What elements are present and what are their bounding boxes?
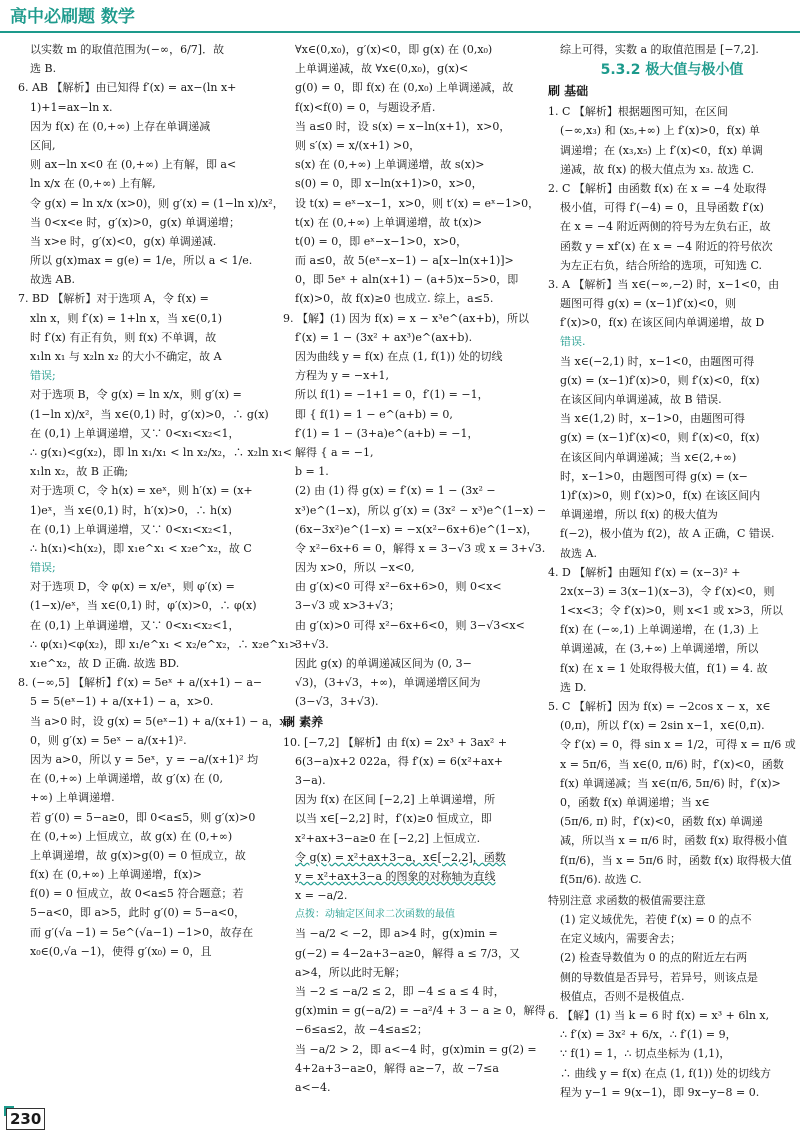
solution-line: 设 t(x) = eˣ−x−1，x>0，则 t′(x) = eˣ−1>0， <box>295 196 540 210</box>
solution-line: 因为 f(x) 在 (0,+∞) 上存在单调递减 <box>30 119 211 133</box>
solution-line: f′(x) = 1 − (3x² + ax³)e^(ax+b). <box>295 330 473 344</box>
solution-line: 在 (0,1) 上单调递增，又∵ 0<x₁<x₂<1， <box>30 426 240 440</box>
solution-line: 减，所以当 x = π/6 时，函数 f(x) 取得极小值 <box>560 834 788 848</box>
question-line: 1. C 【解析】根据题图可知，在区间 <box>548 105 728 119</box>
solution-line: f(x) 单调递减；当 x∈(π/6, 5π/6) 时，f′(x)> <box>560 776 781 790</box>
solution-line: 令 g(x) = ln x/x (x>0)，则 g′(x) = (1−ln x)/x²， <box>30 196 284 210</box>
solution-line: 0，则 g′(x) = 5eˣ − a/(x+1)². <box>30 733 187 747</box>
solution-line: 在 x = −4 附近两侧的符号为左负右正，故 <box>560 220 771 234</box>
solution-line: 0，函数 f(x) 单调递增；当 x∈ <box>560 795 710 809</box>
subsection-heading: 刷 基础 <box>548 84 589 99</box>
solution-line: 以实数 m 的取值范围为(−∞，6/7]．故 <box>30 43 225 56</box>
solution-line: g(x)min = g(−a/2) = −a²/4 + 3 − a ≥ 0，解得 <box>295 1004 546 1018</box>
solution-line: 1)eˣ，当 x∈(0,1) 时，h′(x)>0，∴ h(x) <box>30 503 232 517</box>
subsection-heading: 刷 素养 <box>283 714 324 729</box>
question-line: 10. [−7,2] 【解析】由 f(x) = 2x³ + 3ax² + <box>283 735 508 749</box>
solution-line: (1) 定义域优先，若使 f′(x) = 0 的点不 <box>560 913 752 927</box>
solution-line: 当 a≤0 时，设 s(x) = x−ln(x+1)，x>0， <box>295 119 511 133</box>
solution-line: (1−x)/eˣ，当 x∈(0,1) 时，φ′(x)>0，∴ φ(x) <box>30 599 257 613</box>
solution-line: 为左正右负，结合所给的选项，可知选 C. <box>560 258 763 272</box>
solution-line: 在该区间内单调递减，故 B 错误. <box>560 393 722 406</box>
solution-line: 因为 a>0，所以 y = 5eˣ，y = −a/(x+1)² 均 <box>30 752 259 766</box>
solution-line: s(0) = 0，即 x−ln(x+1)>0，x>0， <box>295 177 483 191</box>
solution-line: f(x) 在 x = 1 处取得极大值，f(1) = 4. 故 <box>560 661 768 675</box>
solution-line: 侧的导数值是否异号，若异号，则该点是 <box>560 970 758 984</box>
solution-line: g(0) = 0，即 f(x) 在 (0,x₀) 上单调递减，故 <box>295 81 514 95</box>
solution-line: 错误; <box>30 369 56 383</box>
solution-line: 而 a≤0，故 5(eˣ−x−1) − a[x−ln(x+1)]> <box>295 254 514 268</box>
solution-line: 单调递增，所以 f(x) 的极大值为 <box>560 508 718 522</box>
column-right <box>548 40 796 1102</box>
solution-line: y = x²+ax+3−a 的图象的对称轴为直线 <box>295 869 496 883</box>
solution-line: s(x) 在 (0,+∞) 上单调递增，故 s(x)> <box>295 158 485 172</box>
solution-line: 在 (0,1) 上单调递增，又∵ 0<x₁<x₂<1， <box>30 522 240 536</box>
solution-line: (−∞,x₃) 和 (x₅,+∞) 上 f′(x)>0，f(x) 单 <box>560 124 761 138</box>
solution-line: 调递增；在 (x₃,x₅) 上 f′(x)<0，f(x) 单调 <box>560 143 763 157</box>
header-rule <box>0 31 800 33</box>
solution-line: 由 g′(x)<0 可得 x²−6x+6>0，则 0<x< <box>295 580 502 594</box>
page-number-corner <box>4 1106 14 1116</box>
solution-line: 上单调递减，故 ∀x∈(0,x₀)，g(x)< <box>295 62 469 76</box>
solution-line: f′(x)>0，f(x) 在该区间内单调递增，故 D <box>560 316 765 330</box>
solution-line: 故选 AB. <box>30 273 76 287</box>
solution-line: f(x) 在 (0,+∞) 上单调递增，f(x)> <box>30 868 202 882</box>
column-left <box>18 40 299 961</box>
solution-line: (5π/6, π) 时，f′(x)<0，函数 f(x) 单调递 <box>560 815 763 829</box>
solution-line: 5 = 5(eˣ−1) + a/(x+1) − a，x>0. <box>30 695 214 709</box>
solution-line: b = 1. <box>295 465 329 479</box>
solution-line: 选 B. <box>30 62 57 76</box>
page-number-text: 230 <box>10 1110 42 1128</box>
solution-line: (3−√3，3+√3). <box>295 695 379 709</box>
solution-line: (0,π)，所以 f′(x) = 2sin x−1，x∈(0,π). <box>560 719 765 733</box>
solution-line: ∀x∈(0,x₀)，g′(x)<0，即 g(x) 在 (0,x₀) <box>295 43 493 56</box>
question-line: 3. A 【解析】当 x∈(−∞,−2) 时，x−1<0，由 <box>548 277 780 291</box>
solution-line: 3−a). <box>295 773 326 787</box>
solution-line: 令 x²−6x+6 = 0，解得 x = 3−√3 或 x = 3+√3. <box>295 541 546 555</box>
solution-line: 区间, <box>30 138 56 152</box>
solution-line: 故选 A. <box>560 546 597 560</box>
solution-line: 因为 x>0，所以 −x<0, <box>295 561 415 575</box>
solution-line: 在 (0,+∞) 上单调递增，故 g′(x) 在 (0, <box>30 772 224 786</box>
solution-line: 上单调递增，故 g(x)>g(0) = 0 恒成立，故 <box>30 848 246 862</box>
solution-line: 题图可得 g(x) = (x−1)f′(x)<0，则 <box>560 297 737 311</box>
solution-line: 6(3−a)x+2 022a，得 f′(x) = 6(x²+ax+ <box>295 754 503 768</box>
solution-line: 1)f′(x)>0，则 f′(x)>0，f(x) 在该区间内 <box>560 488 761 502</box>
solution-line: x₁ln x₁ 与 x₂ln x₂ 的大小不确定，故 A <box>30 350 222 363</box>
solution-line: ∵ f(1) = 1，∴ 切点坐标为 (1,1)， <box>560 1047 731 1061</box>
solution-line: 递减，故 f(x) 的极大值点为 x₃. 故选 C. <box>560 162 754 176</box>
solution-line: 错误; <box>30 561 56 575</box>
question-line: 5. C 【解析】因为 f(x) = −2cos x − x，x∈ <box>548 700 771 713</box>
solution-line: 所以 g(x)max = g(e) = 1/e，所以 a < 1/e. <box>30 254 253 268</box>
solution-line: 对于选项 C，令 h(x) = xeˣ，则 h′(x) = (x+ <box>30 484 253 498</box>
solution-line: g(x) = (x−1)f′(x)>0，则 f′(x)<0，f(x) <box>560 373 760 387</box>
question-line: 6. AB 【解析】由已知得 f′(x) = ax−(ln x+ <box>18 81 237 95</box>
solution-line: g(x) = (x−1)f′(x)<0，则 f′(x)<0，f(x) <box>560 431 760 445</box>
solution-line: 解得 { a = −1, <box>295 445 374 459</box>
solution-line: 5−a<0，即 a>5，此时 g′(0) = 5−a<0， <box>30 906 246 920</box>
solution-line: f(π/6)，当 x = 5π/6 时，函数 f(x) 取得极大值 <box>560 853 792 867</box>
solution-line: 3+√3. <box>295 637 329 651</box>
solution-line: ∴ h(x₁)<h(x₂)，即 x₁e^x₁ < x₂e^x₂，故 C <box>30 541 252 555</box>
solution-line: 2x(x−3) = 3(x−1)(x−3)，令 f′(x)<0，则 <box>560 584 775 598</box>
solution-line: 极值点，否则不是极值点. <box>560 989 685 1003</box>
solution-line: 在 (0,1) 上单调递增，又∵ 0<x₁<x₂<1， <box>30 618 240 632</box>
solution-line: ∴ 曲线 y = f(x) 在点 (1, f(1)) 处的切线方 <box>560 1066 771 1080</box>
solution-line: t(x) 在 (0,+∞) 上单调递增，故 t(x)> <box>295 215 483 229</box>
special-note-heading: 特别注意 求函数的极值需要注意 <box>548 893 706 907</box>
solution-line: 时，x−1>0，由题图可得 g(x) = (x− <box>560 469 748 483</box>
solution-line: 选 D. <box>560 680 587 694</box>
solution-line: ∴ g(x₁)<g(x₂)，即 ln x₁/x₁ < ln x₂/x₂，∴ x₂ln x₁< <box>30 445 292 459</box>
question-line: 2. C 【解析】由函数 f(x) 在 x = −4 处取得 <box>548 181 767 195</box>
solution-line: 以当 x∈[−2,2] 时，f′(x)≥0 恒成立，即 <box>295 812 492 826</box>
solution-line: x³)e^(1−x)，所以 g′(x) = (3x² − x³)e^(1−x) − <box>295 503 547 517</box>
question-line: 4. D 【解析】由题知 f′(x) = (x−3)² + <box>548 565 741 579</box>
solution-line: +∞) 上单调递增. <box>30 791 115 805</box>
solution-line: a>4，所以此时无解； <box>295 965 406 979</box>
solution-line: 1<x<3；令 f′(x)>0，则 x<1 或 x>3，所以 <box>560 604 784 618</box>
solution-line: 当 x∈(−2,1) 时，x−1<0，由题图可得 <box>560 354 755 368</box>
solution-line: 方程为 y = −x+1, <box>295 369 390 383</box>
page-number <box>6 1108 45 1130</box>
solution-line: (2) 检查导数值为 0 的点的附近左右两 <box>560 951 748 965</box>
solution-line: g(−2) = 4−2a+3−a≥0，解得 a ≤ 7/3，又 <box>295 946 520 960</box>
solution-line: 在定义域内，需要舍去； <box>560 932 681 946</box>
column-middle <box>283 40 547 1097</box>
solution-line: 当 −a/2 > 2，即 a<−4 时，g(x)min = g(2) = <box>295 1042 537 1056</box>
solution-line: 1)+1=ax−ln x. <box>30 100 113 114</box>
solution-line: f(5π/6). 故选 C. <box>560 872 642 886</box>
solution-line: 由 g′(x)>0 可得 x²−6x+6<0，则 3−√3<x< <box>295 618 525 632</box>
solution-line: 当 −a/2 < −2，即 a>4 时，g(x)min = <box>295 927 498 941</box>
book-title: 高中必刷题 数学 <box>10 7 135 27</box>
solution-line: f(x)>0，故 f(x)≥0 也成立. 综上，a≤5. <box>295 292 494 306</box>
solution-line: 在该区间内单调递减；当 x∈(2,+∞) <box>560 450 737 464</box>
solution-line: x₁e^x₂，故 D 正确. 故选 BD. <box>30 657 180 670</box>
question-line: 8. (−∞,5] 【解析】f′(x) = 5eˣ + a/(x+1) − a− <box>18 676 263 690</box>
solution-line: 程为 y−1 = 9(x−1)，即 9x−y−8 = 0. <box>560 1085 760 1099</box>
solution-line: 因为 f(x) 在区间 [−2,2] 上单调递增，所 <box>295 793 496 807</box>
solution-line: 在 (0,+∞) 上恒成立，故 g(x) 在 (0,+∞) <box>30 829 233 843</box>
solution-line: x₀∈(0,√a −1)，使得 g′(x₀) = 0，且 <box>30 944 212 958</box>
solution-line: 单调递减，在 (3,+∞) 上单调递增，所以 <box>560 642 759 656</box>
solution-line: 则 ax−ln x<0 在 (0,+∞) 上有解，即 a< <box>30 158 237 172</box>
solution-line: x = 5π/6，当 x∈(0, π/6) 时，f′(x)<0，函数 <box>560 757 784 771</box>
solution-line: 错误. <box>560 335 586 349</box>
solution-line: 4+2a+3−a≥0，解得 a≥−7，故 −7≤a <box>295 1061 499 1075</box>
solution-line: 若 g′(0) = 5−a≥0，即 0<a≤5，则 g′(x)>0 <box>30 810 256 824</box>
solution-line: 3−√3 或 x>3+√3； <box>295 599 400 613</box>
solution-line: 而 g′(√a −1) = 5e^(√a−1) −1>0，故存在 <box>30 925 254 939</box>
solution-line: ∴ φ(x₁)<φ(x₂)，即 x₁/e^x₁ < x₂/e^x₂，∴ x₂e^x₁> <box>30 637 299 651</box>
section-title: 5.3.2 极大值与极小值 <box>600 62 744 79</box>
solution-line: (2) 由 (1) 得 g(x) = f′(x) = 1 − (3x² − <box>295 484 496 498</box>
solution-line: −6≤a≤2，故 −4≤a≤2； <box>295 1023 428 1037</box>
solution-line: 所以 f(1) = −1+1 = 0，f′(1) = −1， <box>295 388 489 402</box>
solution-line: (6x−3x²)e^(1−x) = −x(x²−6x+6)e^(1−x)， <box>295 522 538 536</box>
solution-line: f′(1) = 1 − (3+a)e^(a+b) = −1， <box>295 426 479 440</box>
question-line: 6. 【解】(1) 当 k = 6 时 f(x) = x³ + 6ln x, <box>548 1009 770 1022</box>
question-line: 7. BD 【解析】对于选项 A，令 f(x) = <box>18 292 209 306</box>
solution-line: xln x，则 f′(x) = 1+ln x，当 x∈(0,1) <box>30 311 223 325</box>
solution-line: 当 x∈(1,2) 时，x−1>0，由题图可得 <box>560 412 746 426</box>
solution-line: x²+ax+3−a≥0 在 [−2,2] 上恒成立. <box>295 831 481 845</box>
solution-line: 因为曲线 y = f(x) 在点 (1, f(1)) 处的切线 <box>295 350 503 363</box>
solution-line: (1−ln x)/x²，当 x∈(0,1) 时，g′(x)>0，∴ g(x) <box>30 407 269 421</box>
solution-line: f(0) = 0 恒成立，故 0<a≤5 符合题意；若 <box>30 887 244 901</box>
solution-line: 综上可得，实数 a 的取值范围是 [−7,2]. <box>560 43 759 56</box>
solution-line: 令 g(x) = x²+ax+3−a，x∈[−2,2]，函数 <box>295 850 506 864</box>
solution-line: x = −a/2. <box>295 889 348 903</box>
solution-line: 对于选项 D，令 φ(x) = x/eˣ，则 φ′(x) = <box>30 580 235 594</box>
page-header <box>0 0 800 34</box>
solution-line: 0，即 5eˣ + aln(x+1) − (a+5)x−5>0，即 <box>295 273 519 287</box>
solution-line: 当 −2 ≤ −a/2 ≤ 2，即 −4 ≤ a ≤ 4 时， <box>295 985 505 998</box>
question-line: 9. 【解】(1) 因为 f(x) = x − x³e^(ax+b)，所以 <box>283 311 529 325</box>
solution-line: 令 f′(x) = 0，得 sin x = 1/2，可得 x = π/6 或 <box>560 738 796 752</box>
solution-line: 对于选项 B，令 g(x) = ln x/x，则 g′(x) = <box>30 388 242 402</box>
solution-line: 时 f′(x) 有正有负，则 f(x) 不单调，故 <box>30 330 217 344</box>
solution-line: a<−4. <box>295 1080 331 1094</box>
solution-line: 即 { f(1) = 1 − e^(a+b) = 0, <box>295 407 453 421</box>
solution-line: 函数 y = xf′(x) 在 x = −4 附近的符号依次 <box>560 239 773 253</box>
tip-note: 点拨：动轴定区间求二次函数的最值 <box>295 909 455 921</box>
solution-line: f(−2)，极小值为 f(2)，故 A 正确，C 错误. <box>560 527 775 541</box>
solution-line: √3)，(3+√3，+∞)，单调递增区间为 <box>295 676 481 690</box>
solution-line: t(0) = 0，即 eˣ−x−1>0，x>0， <box>295 234 468 248</box>
solution-line: 则 s′(x) = x/(x+1) >0， <box>295 138 421 152</box>
solution-line: ln x/x 在 (0,+∞) 上有解, <box>30 177 156 191</box>
solution-line: 当 x>e 时，g′(x)<0，g(x) 单调递减. <box>30 234 217 248</box>
solution-line: x₁ln x₂，故 B 正确; <box>30 465 129 479</box>
solution-line: f(x)<f(0) = 0，与题设矛盾. <box>295 100 436 114</box>
solution-line: 当 0<x<e 时，g′(x)>0，g(x) 单调递增； <box>30 215 241 229</box>
solution-line: f(x) 在 (−∞,1) 上单调递增，在 (1,3) 上 <box>560 623 759 637</box>
solution-line: 当 a>0 时，设 g(x) = 5(eˣ−1) + a/(x+1) − a，x> <box>30 714 295 728</box>
solution-line: 极小值，可得 f′(−4) = 0，且导函数 f′(x) <box>560 201 764 215</box>
solution-line: ∴ f′(x) = 3x² + 6/x，∴ f′(1) = 9， <box>560 1028 737 1042</box>
solution-line: 因此 g(x) 的单调递减区间为 (0, 3− <box>295 657 472 670</box>
